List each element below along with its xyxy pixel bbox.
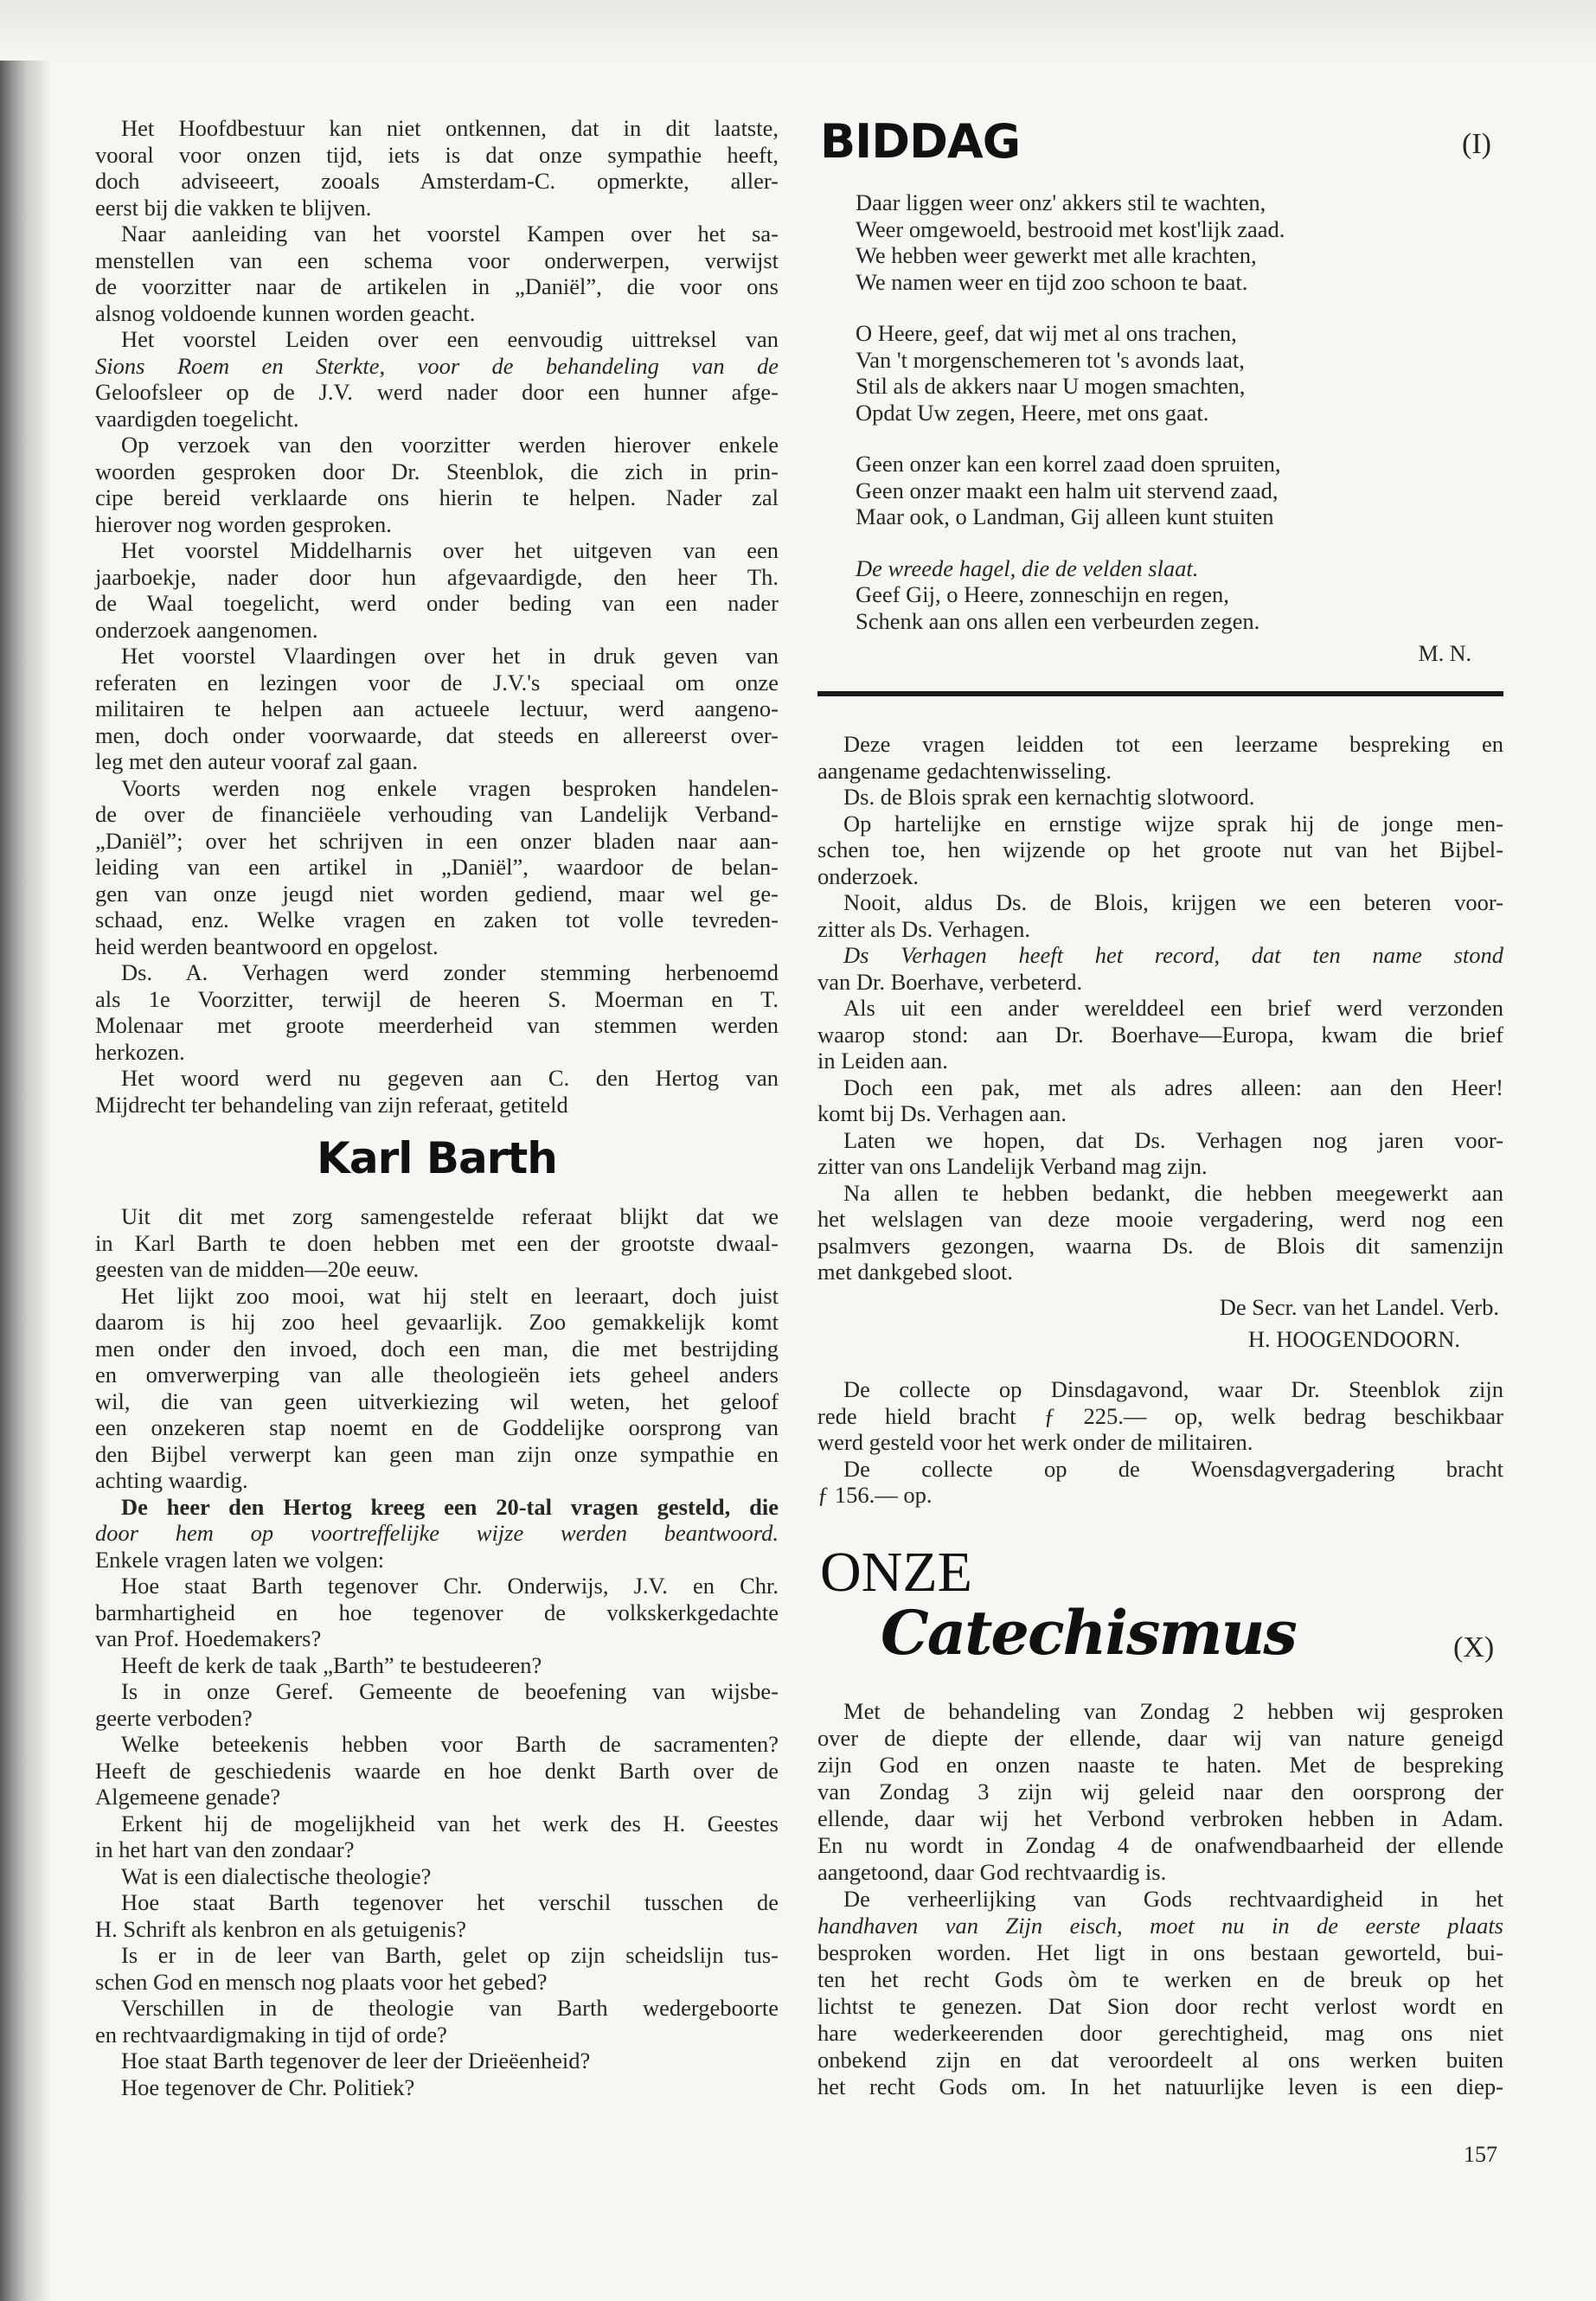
text-line: hierover nog worden gesproken. — [95, 510, 392, 537]
paragraph — [817, 942, 1503, 995]
paragraph — [95, 1065, 779, 1118]
signature-name: H. HOOGENDOORN. — [1247, 1326, 1460, 1352]
poem-line: O Heere, geef, dat wij met al ons trachen, — [856, 320, 1237, 346]
paragraph — [95, 1942, 779, 1995]
text-line: in Karl Barth te doen hebben met een der grootste dwaal- — [95, 1229, 779, 1256]
paragraph — [95, 1811, 779, 1863]
text-line: door hem op voortreffelijke wijze werden beantwoord. — [95, 1520, 779, 1546]
text-line: de over de financiëele verhouding van Landelijk Verband- — [95, 801, 779, 827]
text-line: geesten van de midden—20e eeuw. — [95, 1256, 420, 1282]
text-line: Wat is een dialectische theologie? — [121, 1862, 432, 1889]
text-line: in Leiden aan. — [817, 1048, 948, 1074]
text-line: En nu wordt in Zondag 4 de onafwendbaarheid der ellende — [817, 1832, 1503, 1858]
karl-barth-heading: Karl Barth — [317, 1133, 557, 1183]
catechismus-heading-top: ONZE — [820, 1541, 972, 1604]
poem-line: Schenk aan ons allen een verbeurden zegen. — [856, 607, 1260, 634]
text-line: Erkent hij de mogelijkheid van het werk des H. Geestes — [121, 1810, 779, 1836]
text-line: eerst bij die vakken te blijven. — [95, 194, 372, 221]
report-text-part2 — [817, 731, 1503, 1285]
paragraph — [95, 115, 779, 221]
text-line: Deze vragen leidden tot een leerzame bespreking en — [843, 731, 1503, 757]
text-line: Heeft de kerk de taak „Barth” te bestudeeren? — [121, 1651, 542, 1678]
paragraph — [817, 1127, 1503, 1180]
collecte-text — [817, 1376, 1503, 1509]
text-line: men, doch onder voorwaarde, dat steeds en allereerst over- — [95, 721, 779, 748]
paragraph — [817, 1376, 1503, 1456]
poem-line: Van 't morgenschemeren tot 's avonds laat, — [856, 346, 1245, 373]
paragraph — [95, 326, 779, 432]
paragraph — [95, 2074, 779, 2101]
poem-line: Geef Gij, o Heere, zonneschijn en regen, — [856, 581, 1229, 607]
biddag-part-number: (I) — [1462, 128, 1491, 160]
text-line: Ds. de Blois sprak een kernachtig slotwoord. — [843, 784, 1255, 810]
text-line: Algemeene genade? — [95, 1784, 281, 1810]
text-line: Welke beteekenis hebben voor Barth de sacramenten? — [121, 1731, 779, 1757]
text-line: herkozen. — [95, 1038, 185, 1065]
text-line: Het voorstel Vlaardingen over het in druk geven van — [121, 643, 779, 669]
text-line: onderzoek aangenomen. — [95, 616, 318, 643]
text-line: Het Hoofdbestuur kan niet ontkennen, dat in dit laatste, — [121, 115, 779, 141]
poem-line: Weer omgewoeld, bestrooid met kost'lijk zaad. — [856, 215, 1285, 242]
text-line: ellende, daar wij het Verbond verbroken hebben in Adam. — [817, 1805, 1503, 1831]
text-line: Het woord werd nu gegeven aan C. den Hertog van — [121, 1065, 779, 1091]
biddag-heading: BIDDAG — [820, 114, 1021, 169]
text-line: Verschillen in de theologie van Barth wedergeboorte — [121, 1995, 779, 2021]
karl-barth-text — [95, 1203, 779, 2100]
text-line: schen toe, hen wijzende op het groote nut van het Bijbel- — [817, 836, 1503, 862]
text-line: psalmvers gezongen, waarna Ds. de Blois dit samenzijn — [817, 1232, 1503, 1259]
text-line: zitter van ons Landelijk Verband mag zijn. — [817, 1153, 1208, 1179]
paragraph — [95, 1731, 779, 1811]
text-line: geerte verboden? — [95, 1704, 253, 1731]
text-line: besproken worden. Het ligt in ons bestaan geworteld, bui- — [817, 1939, 1503, 1965]
text-line: aangename gedachtenwisseling. — [817, 757, 1112, 784]
text-line: de Waal toegelicht, werd onder beding van een nader — [95, 590, 779, 616]
paragraph — [817, 1456, 1503, 1509]
paragraph — [817, 995, 1503, 1074]
text-line: wil, die van geen uitverkiezing wil weten, het geloof — [95, 1388, 779, 1414]
paragraph — [817, 889, 1503, 942]
text-line: Hoe staat Barth tegenover de leer der Drieëenheid? — [121, 2048, 591, 2073]
text-line: barmhartigheid en hoe tegenover de volkskerkgedachte — [95, 1599, 779, 1625]
text-line: en rechtvaardigmaking in tijd of orde? — [95, 2021, 447, 2048]
poem-stanza — [856, 451, 1478, 530]
text-line: in het hart van den zondaar? — [95, 1836, 355, 1862]
poem-line: De wreede hagel, die de velden slaat. — [856, 554, 1199, 581]
catechismus-part-number: (X) — [1453, 1631, 1495, 1663]
text-line: Sions Roem en Sterkte, voor de behandeling van de — [95, 352, 779, 379]
poem-line: Geen onzer kan een korrel zaad doen spruiten, — [856, 451, 1281, 477]
catechismus-heading-script: Catechismus — [881, 1597, 1296, 1669]
text-line: Heeft de geschiedenis waarde en hoe denkt Barth over de — [95, 1757, 779, 1784]
paragraph — [95, 537, 779, 643]
text-line: doch adviseeert, zooals Amsterdam-C. opmerkte, aller- — [95, 168, 779, 194]
paragraph — [817, 1698, 1503, 1886]
biddag-poem — [856, 189, 1478, 659]
page-number: 157 — [1464, 2142, 1497, 2167]
text-line: De collecte op Dinsdagavond, waar Dr. Steenblok zijn — [843, 1376, 1503, 1402]
text-line: ten het recht Gods òm te werken en de breuk op het — [817, 1966, 1503, 1992]
paragraph — [817, 731, 1503, 784]
text-line: aangetoond, daar God rechtvaardig is. — [817, 1859, 1167, 1885]
text-line: als 1e Voorzitter, terwijl de heeren S. Moerman en T. — [95, 985, 779, 1012]
text-line: Geloofsleer op de J.V. werd nader door een hunner afge- — [95, 379, 779, 405]
text-line: men onder den invoed, doch een man, die met bestrijding — [95, 1335, 779, 1362]
text-line: schaad, enz. Welke vragen en zaken tot volle tevreden- — [95, 907, 779, 933]
text-line: Laten we hopen, dat Ds. Verhagen nog jaren voor- — [843, 1126, 1503, 1153]
text-line: daarom is hij zoo heel gevaarlijk. Zoo gemakkelijk komt — [95, 1309, 779, 1335]
text-line: rede hield bracht ƒ 225.— op, welk bedrag beschikbaar — [817, 1402, 1503, 1429]
text-line: Met de behandeling van Zondag 2 hebben wij gesproken — [843, 1698, 1503, 1724]
text-line: Is er in de leer van Barth, gelet op zijn scheidslijn tus- — [121, 1942, 779, 1968]
poem-line: Stil als de akkers naar U mogen smachten, — [856, 373, 1246, 399]
text-line: met dankgebed sloot. — [817, 1259, 1013, 1285]
text-line: Ds. A. Verhagen werd zonder stemming herbenoemd — [121, 959, 779, 985]
text-line: Het voorstel Leiden over een eenvoudig uittreksel van — [121, 326, 779, 352]
paragraph — [95, 775, 779, 960]
text-line: van Prof. Hoedemakers? — [95, 1625, 322, 1651]
paragraph — [95, 2048, 779, 2074]
text-line: hare wederkeerenden door gerechtigheid, mag ons niet — [817, 2020, 1503, 2046]
text-line: achting waardig. — [95, 1467, 248, 1493]
text-line: handhaven van Zijn eisch, moet nu in de eerste plaats — [817, 1913, 1503, 1939]
text-line: zitter als Ds. Verhagen. — [817, 915, 1031, 942]
text-line: Hoe staat Barth tegenover het verschil tusschen de — [121, 1889, 779, 1915]
text-line: van Zondag 3 zijn wij geleid naar den oorsprong der — [817, 1779, 1503, 1804]
text-line: een onzekeren stap noemt en de Goddelijke oorsprong van — [95, 1414, 779, 1440]
paragraph — [95, 221, 779, 326]
text-line: De collecte op de Woensdagvergadering bracht — [843, 1455, 1503, 1482]
paragraph — [817, 784, 1503, 811]
paragraph — [817, 811, 1503, 890]
text-line: Het lijkt zoo mooi, wat hij stelt en leeraart, doch juist — [121, 1282, 779, 1309]
text-line: lichtst te genezen. Dat Sion door recht verlost wordt en — [817, 1993, 1503, 2019]
text-line: heid werden beantwoord en opgelost. — [95, 933, 439, 959]
text-line: over de diepte der ellende, daar wij van nature geneigd — [817, 1725, 1503, 1751]
poem-line: Geen onzer maakt een halm uit stervend zaad, — [856, 477, 1279, 503]
text-line: gen van onze jeugd niet worden gediend, maar wel ge- — [95, 880, 779, 907]
text-line: vooral voor onzen tijd, iets is dat onze sympathie heeft, — [95, 141, 779, 168]
paragraph — [95, 1889, 779, 1942]
text-line: De verheerlijking van Gods rechtvaardigheid in het — [843, 1886, 1503, 1912]
text-line: schen God en mensch nog plaats voor het gebed? — [95, 1968, 548, 1995]
paragraph — [95, 1678, 779, 1731]
text-line: Na allen te hebben bedankt, die hebben meegewerkt aan — [843, 1179, 1503, 1206]
text-line: Als uit een ander werelddeel een brief werd verzonden — [843, 995, 1503, 1021]
paragraph — [817, 1074, 1503, 1127]
text-line: onbekend zijn en dat veroordeelt al ons werken buiten — [817, 2047, 1503, 2073]
text-line: en omverwerping van alle theologieën iets geheel anders — [95, 1362, 779, 1388]
poem-author: M. N. — [1418, 641, 1471, 666]
text-line: onderzoek. — [817, 862, 919, 889]
text-line: werd gesteld voor het werk onder de militairen. — [817, 1429, 1253, 1455]
text-line: jaarboekje, nader door hun afgevaardigde, den heer Th. — [95, 563, 779, 590]
paragraph — [817, 1180, 1503, 1285]
paragraph — [95, 1652, 779, 1679]
text-line: Op verzoek van den voorzitter werden hierover enkele — [121, 432, 779, 458]
paragraph — [95, 1494, 779, 1574]
paragraph — [95, 959, 779, 1065]
paragraph — [95, 643, 779, 775]
paragraph — [95, 1203, 779, 1283]
text-line: vaardigden toegelicht. — [95, 405, 299, 432]
text-line: alsnog voldoende kunnen worden geacht. — [95, 299, 476, 326]
paragraph — [817, 1886, 1503, 2100]
text-line: de voorzitter naar de artikelen in „Daniël”, die voor ons — [95, 273, 779, 299]
text-line: het recht Gods om. In het natuurlijke leven is een diep- — [817, 2073, 1503, 2099]
text-line: Ds Verhagen heeft het record, dat ten name stond — [843, 942, 1503, 968]
text-line: militairen te helpen aan actueele lectuur, werd aangeno- — [95, 695, 779, 721]
text-line: Op hartelijke en ernstige wijze sprak hij de jonge men- — [843, 810, 1503, 836]
poem-stanza — [856, 189, 1478, 295]
text-line: Is in onze Geref. Gemeente de beoefening van wijsbe- — [121, 1678, 779, 1704]
catechismus-text — [817, 1698, 1503, 2100]
text-line: De heer den Hertog kreeg een 20-tal vragen gesteld, die — [121, 1493, 779, 1520]
paragraph — [95, 1573, 779, 1652]
text-line: leiding van een artikel in „Daniël”, waardoor de belan- — [95, 854, 779, 880]
signature-title: De Secr. van het Landel. Verb. — [1219, 1294, 1499, 1320]
text-line: woorden gesproken door Dr. Steenblok, die zich in prin- — [95, 458, 779, 484]
text-line: Enkele vragen laten we volgen: — [95, 1546, 385, 1573]
paragraph — [95, 1283, 779, 1494]
text-line: waarop stond: aan Dr. Boerhave—Europa, kwam die brief — [817, 1021, 1503, 1048]
text-line: van Dr. Boerhave, verbeterd. — [817, 968, 1083, 995]
text-line: Nooit, aldus Ds. de Blois, krijgen we een beteren voor- — [843, 889, 1503, 915]
paragraph — [95, 1863, 779, 1890]
text-line: zijn God en onzen naaste te haten. Met de bespreking — [817, 1752, 1503, 1778]
report-text-part1 — [95, 115, 779, 1118]
text-line: Uit dit met zorg samengestelde referaat blijkt dat we — [121, 1203, 779, 1229]
text-line: den Bijbel verwerpt kan geen man zijn onze sympathie en — [95, 1440, 779, 1467]
text-line: cipe bereid verklaarde ons hierin te helpen. Nader zal — [95, 484, 779, 510]
text-line: H. Schrift als kenbron en als getuigenis? — [95, 1915, 467, 1942]
text-line: het welslagen van deze mooie vergadering, werd nog een — [817, 1206, 1503, 1232]
text-line: „Daniël”; over het schrijven in een onzer bladen naar aan- — [95, 827, 779, 854]
text-line: Molenaar met groote meerderheid van stemmen werden — [95, 1012, 779, 1038]
poem-line: We hebben weer gewerkt met alle krachten, — [856, 242, 1257, 268]
text-line: Het voorstel Middelharnis over het uitgeven van een — [121, 537, 779, 563]
poem-line: Opdat Uw zegen, Heere, met ons gaat. — [856, 399, 1209, 426]
paragraph — [95, 432, 779, 537]
scan-top-shade — [0, 0, 1596, 61]
text-line: menstellen van een schema voor onderwerpen, verwijst — [95, 247, 779, 273]
poem-stanza — [856, 555, 1478, 635]
scan-binding-shadow — [0, 0, 52, 2301]
text-line: leg met den auteur vooraf zal gaan. — [95, 748, 419, 774]
text-line: Hoe staat Barth tegenover Chr. Onderwijs, J.V. en Chr. — [121, 1573, 779, 1599]
poem-line: Daar liggen weer onz' akkers stil te wachten, — [856, 189, 1266, 215]
text-line: komt bij Ds. Verhagen aan. — [817, 1100, 1067, 1126]
text-line: Doch een pak, met als adres alleen: aan den Heer! — [843, 1074, 1503, 1100]
text-line: Naar aanleiding van het voorstel Kampen over het sa- — [121, 221, 779, 247]
text-line: ƒ 156.— op. — [817, 1482, 933, 1508]
paragraph — [95, 1995, 779, 2048]
text-line: Mijdrecht ter behandeling van zijn referaat, getiteld — [95, 1091, 568, 1118]
poem-stanza — [856, 320, 1478, 426]
section-divider — [817, 691, 1503, 696]
poem-line: We namen weer en tijd zoo schoon te baat. — [856, 268, 1248, 295]
text-line: Hoe tegenover de Chr. Politiek? — [121, 2073, 415, 2100]
text-line: referaten en lezingen voor de J.V.'s speciaal om onze — [95, 669, 779, 695]
text-line: Voorts werden nog enkele vragen besproken handelen- — [121, 774, 779, 801]
poem-line: Maar ook, o Landman, Gij alleen kunt stuiten — [856, 503, 1274, 529]
